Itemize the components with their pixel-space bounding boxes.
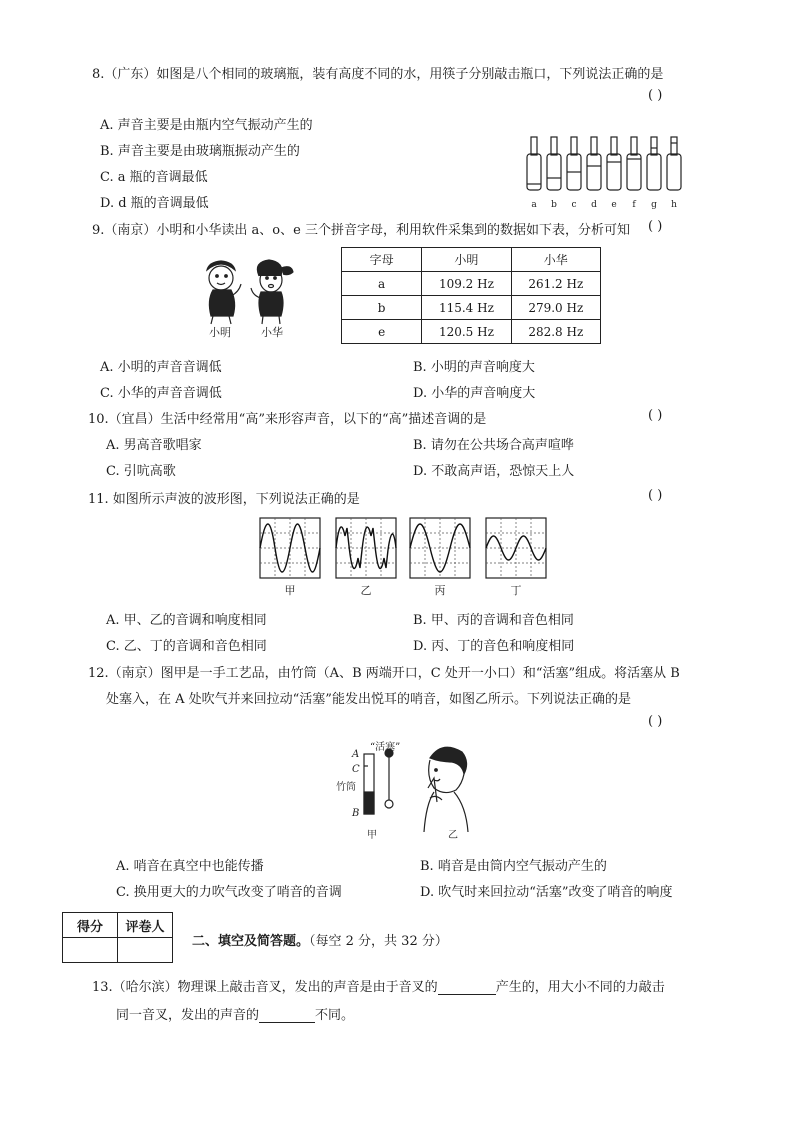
wave-label-jia: 甲 [284, 584, 296, 597]
table-cell: 261.2 Hz [511, 272, 600, 296]
q11-answer-bracket[interactable]: ( ) [648, 488, 663, 503]
q11-stem: 11. 如图所示声波的波形图，下列说法正确的是 [88, 492, 360, 507]
score-label: 得分 [63, 913, 118, 938]
table-cell: 109.2 Hz [422, 272, 511, 296]
q13-line2 [116, 1004, 354, 1023]
q13-blank-1[interactable] [438, 980, 496, 995]
section-2-note: （每空 2 分，共 32 分） [309, 934, 448, 949]
label-a: A [352, 749, 360, 760]
q9-option-a[interactable]: A. 小明的声音音调低 [100, 360, 222, 375]
q11-option-b[interactable]: B. 甲、丙的音调和音色相同 [413, 613, 574, 628]
table-row [342, 296, 601, 320]
students-illustration [195, 256, 315, 340]
q10-option-d[interactable]: D. 不敢高声语，恐惊天上人 [413, 464, 575, 479]
q8-answer-bracket[interactable]: ( ) [648, 88, 663, 103]
caption-jia: 甲 [367, 830, 377, 841]
label-piston: “活塞” [370, 742, 401, 753]
q10-option-b[interactable]: B. 请勿在公共场合高声喧哗 [413, 438, 574, 453]
bottle-h [667, 137, 681, 190]
waveform-jia [260, 518, 320, 578]
table-cell: 115.4 Hz [422, 296, 511, 320]
table-row [342, 320, 601, 344]
bottle-label-g: g [651, 200, 657, 210]
section-2-title: 二、填空及简答题。 [192, 934, 310, 949]
table-cell: b [342, 296, 422, 320]
waveform-ding [486, 518, 546, 578]
table-header-row [342, 248, 601, 272]
label-xiaoming: 小明 [209, 326, 231, 339]
label-bamboo-tube: 竹筒 [336, 782, 356, 793]
bottle-label-h: h [671, 200, 677, 210]
xiaoming-figure [207, 261, 241, 324]
q13-text-part4: 不同。 [315, 1008, 355, 1023]
q12-option-c[interactable]: C. 换用更大的力吹气改变了哨音的音调 [116, 885, 342, 900]
q12-stem-line2: 处塞入，在 A 处吹气并来回拉动“活塞”能发出悦耳的哨音，如图乙所示。下列说法正确的是 [106, 692, 631, 707]
bottle-label-f: f [632, 200, 636, 210]
table-cell: 279.0 Hz [511, 296, 600, 320]
waveforms-figure [258, 516, 550, 600]
bottle-a [527, 137, 541, 190]
q10-option-c[interactable]: C. 引吭高歌 [106, 464, 176, 479]
q13-text-part1: 13.（哈尔滨）物理课上敲击音叉，发出的声音是由于音叉的 [92, 980, 438, 995]
whistle-figure [330, 740, 480, 846]
bottles-figure [520, 132, 700, 214]
bottle-label-b: b [551, 200, 557, 210]
table-cell: a [342, 272, 422, 296]
reviewer-label: 评卷人 [118, 913, 173, 938]
table-cell: 282.8 Hz [511, 320, 600, 344]
q8-stem: 8.（广东）如图是八个相同的玻璃瓶，装有高度不同的水，用筷子分别敲击瓶口，下列说法正确的是 [92, 67, 664, 82]
q13-line1 [92, 976, 665, 995]
wave-label-bing: 丙 [434, 584, 446, 597]
bottle-label-c: c [571, 200, 577, 210]
label-c: C [352, 764, 360, 775]
xiaohua-figure [251, 260, 293, 324]
q12-option-a[interactable]: A. 哨音在真空中也能传播 [116, 859, 264, 874]
q12-answer-bracket[interactable]: ( ) [648, 714, 663, 729]
bottle-c [567, 137, 581, 190]
table-header: 小华 [511, 248, 600, 272]
bottle-e [607, 137, 621, 190]
bottle-label-d: d [591, 200, 597, 210]
frequency-table [341, 247, 601, 344]
bamboo-tube [364, 754, 374, 814]
q8-option-a[interactable]: A. 声音主要是由瓶内空气振动产生的 [100, 118, 313, 133]
q12-option-b[interactable]: B. 哨音是由筒内空气振动产生的 [420, 859, 607, 874]
label-xiaohua: 小华 [261, 326, 283, 339]
q11-option-a[interactable]: A. 甲、乙的音调和响度相同 [106, 613, 267, 628]
table-cell: 120.5 Hz [422, 320, 511, 344]
q8-option-b[interactable]: B. 声音主要是由玻璃瓶振动产生的 [100, 144, 300, 159]
score-cell[interactable] [63, 938, 118, 963]
q10-answer-bracket[interactable]: ( ) [648, 408, 663, 423]
waveform-bing [410, 518, 470, 578]
bottle-b [547, 137, 561, 190]
wave-label-ding: 丁 [510, 584, 522, 597]
table-header: 小明 [422, 248, 511, 272]
section-2-heading [192, 930, 448, 949]
bottle-g [647, 137, 661, 190]
q12-stem-line1: 12.（南京）图甲是一手工艺品，由竹筒（A、B 两端开口，C 处开一小口）和“活塞”组成。将活塞从 B [88, 666, 680, 681]
table-row [342, 272, 601, 296]
q9-option-c[interactable]: C. 小华的声音音调低 [100, 386, 222, 401]
q9-option-b[interactable]: B. 小明的声音响度大 [413, 360, 535, 375]
table-cell: e [342, 320, 422, 344]
q11-option-d[interactable]: D. 丙、丁的音色和响度相同 [413, 639, 575, 654]
q8-option-d[interactable]: D. d 瓶的音调最低 [100, 196, 209, 211]
bottle-label-a: a [531, 200, 537, 210]
q10-stem: 10.（宜昌）生活中经常用“高”来形容声音，以下的“高”描述音调的是 [88, 412, 487, 427]
q8-option-c[interactable]: C. a 瓶的音调最低 [100, 170, 208, 185]
q12-option-d[interactable]: D. 吹气时来回拉动“活塞”改变了哨音的响度 [420, 885, 673, 900]
caption-yi: 乙 [448, 830, 458, 841]
q13-text-part3: 同一音叉，发出的声音的 [116, 1008, 260, 1023]
waveform-yi [336, 518, 396, 578]
reviewer-cell[interactable] [118, 938, 173, 963]
wave-label-yi: 乙 [360, 584, 372, 597]
boy-figure [424, 747, 468, 832]
label-b: B [352, 808, 360, 819]
bottle-f [627, 137, 641, 190]
table-header: 字母 [342, 248, 422, 272]
piston [385, 749, 393, 808]
score-box [62, 912, 173, 963]
q9-option-d[interactable]: D. 小华的声音响度大 [413, 386, 536, 401]
q13-text-part2: 产生的，用大小不同的力敲击 [495, 980, 665, 995]
q9-answer-bracket[interactable]: ( ) [648, 219, 663, 234]
q11-option-c[interactable]: C. 乙、丁的音调和音色相同 [106, 639, 267, 654]
bottle-d [587, 137, 601, 190]
q9-stem: 9.（南京）小明和小华读出 a、o、e 三个拼音字母，利用软件采集到的数据如下表，分析可知 [92, 223, 630, 238]
bottle-label-e: e [611, 200, 617, 210]
q10-option-a[interactable]: A. 男高音歌唱家 [106, 438, 202, 453]
q13-blank-2[interactable] [259, 1008, 315, 1023]
